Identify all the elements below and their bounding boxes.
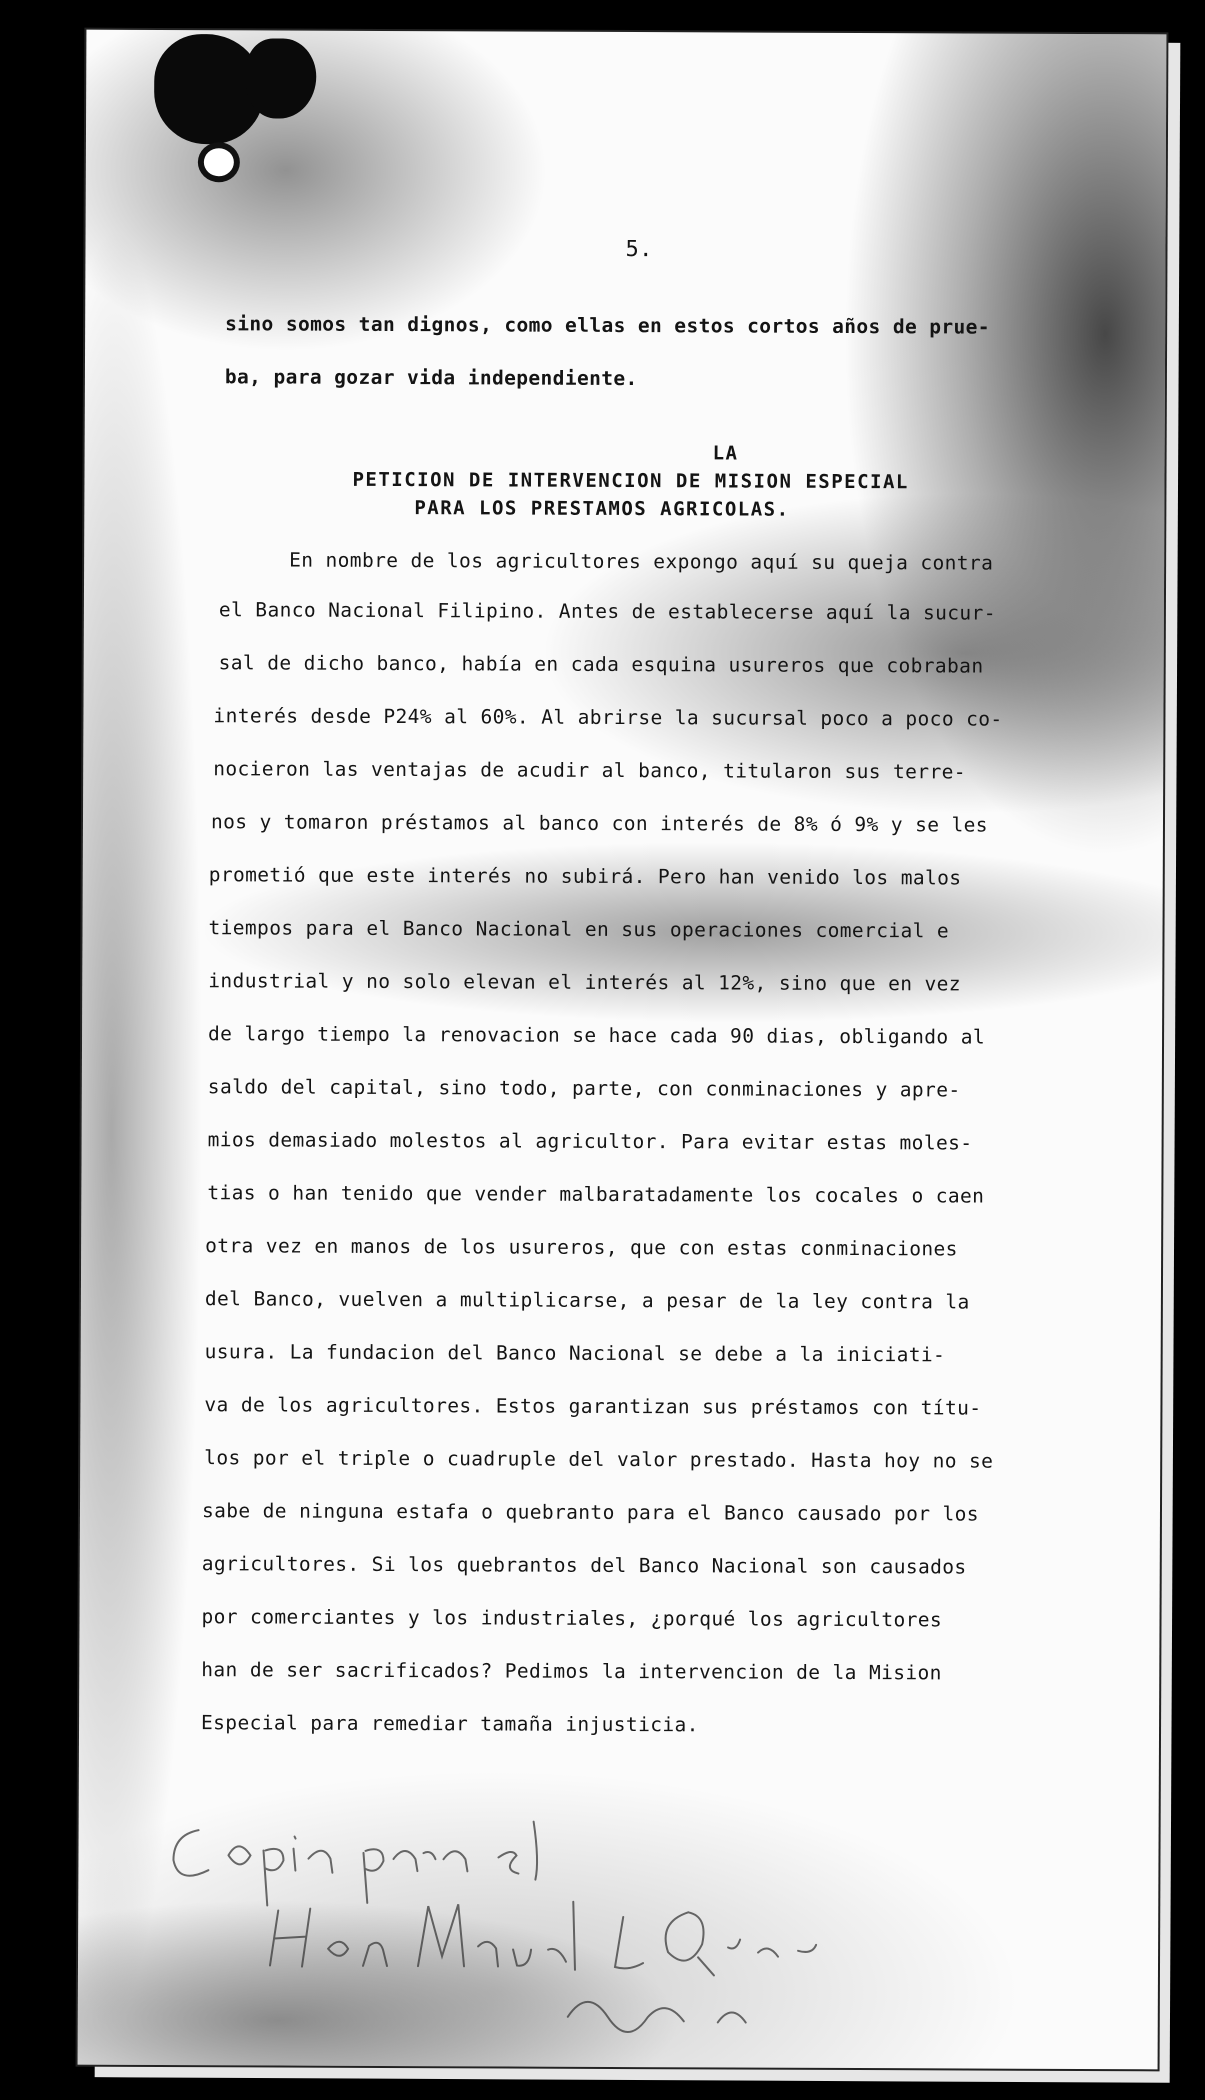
body-line: Especial para remediar tamaña injusticia. — [201, 1711, 699, 1737]
title-line: PARA LOS PRESTAMOS AGRICOLAS. — [414, 497, 790, 521]
body-line: En nombre de los agricultores expongo aquí su queja contra — [289, 548, 994, 575]
body-line: han de ser sacrificados? Pedimos la intervencion de la Mision — [201, 1658, 942, 1685]
intro-line: sino somos tan dignos, como ellas en estos cortos años de prue- — [225, 312, 991, 339]
title-line: PETICION DE INTERVENCION DE MISION ESPECIAL — [352, 468, 909, 494]
body-line: tias o han tenido que vender malbaratadamente los cocales o caen — [207, 1181, 985, 1208]
body-line: del Banco, vuelven a multiplicarse, a pesar de la ley contra la — [204, 1287, 970, 1314]
body-line: los por el triple o cuadruple del valor prestado. Hasta hoy no se — [204, 1446, 994, 1473]
body-line: de largo tiempo la renovacion se hace cada 90 dias, obligando al — [208, 1022, 986, 1049]
body-line: sabe de ninguna estafa o quebranto para el Banco causado por los — [201, 1499, 979, 1526]
body-line: otra vez en manos de los usureros, que con estas conminaciones — [205, 1234, 958, 1261]
body-line: prometió que este interés no subirá. Pero han venido los malos — [208, 863, 962, 890]
body-line: sal de dicho banco, había en cada esquina usureros que cobraban — [218, 651, 984, 678]
body-line: agricultores. Si los quebrantos del Banco Nacional son causados — [201, 1552, 967, 1579]
body-line: mios demasiado molestos al agricultor. Para evitar estas moles- — [207, 1128, 973, 1155]
document-page — [78, 30, 1167, 2070]
body-line: por comerciantes y los industriales, ¿porqué los agricultores — [201, 1605, 943, 1632]
title-line: LA — [712, 442, 739, 465]
body-line: el Banco Nacional Filipino. Antes de establecerse aquí la sucur- — [218, 598, 996, 625]
page-number: 5. — [625, 237, 653, 263]
handwritten-annotation — [78, 30, 1167, 2070]
body-line: usura. La fundacion del Banco Nacional se debe a la iniciati- — [204, 1340, 946, 1367]
body-line: va de los agricultores. Estos garantizan sus préstamos con títu- — [204, 1393, 982, 1420]
body-line: industrial y no solo elevan el interés al 12%, sino que en vez — [208, 969, 962, 996]
body-line: interés desde P24% al 60%. Al abrirse la sucursal poco a poco co- — [213, 704, 1003, 731]
intro-line: ba, para gozar vida independiente. — [224, 365, 638, 391]
body-line: tiempos para el Banco Nacional en sus operaciones comercial e — [208, 916, 950, 943]
body-line: nos y tomaron préstamos al banco con interés de 8% ó 9% y se les — [210, 810, 989, 837]
body-line: saldo del capital, sino todo, parte, con conminaciones y apre- — [207, 1075, 961, 1102]
body-line: nocieron las ventajas de acudir al banco, titularon sus terre- — [213, 757, 966, 784]
